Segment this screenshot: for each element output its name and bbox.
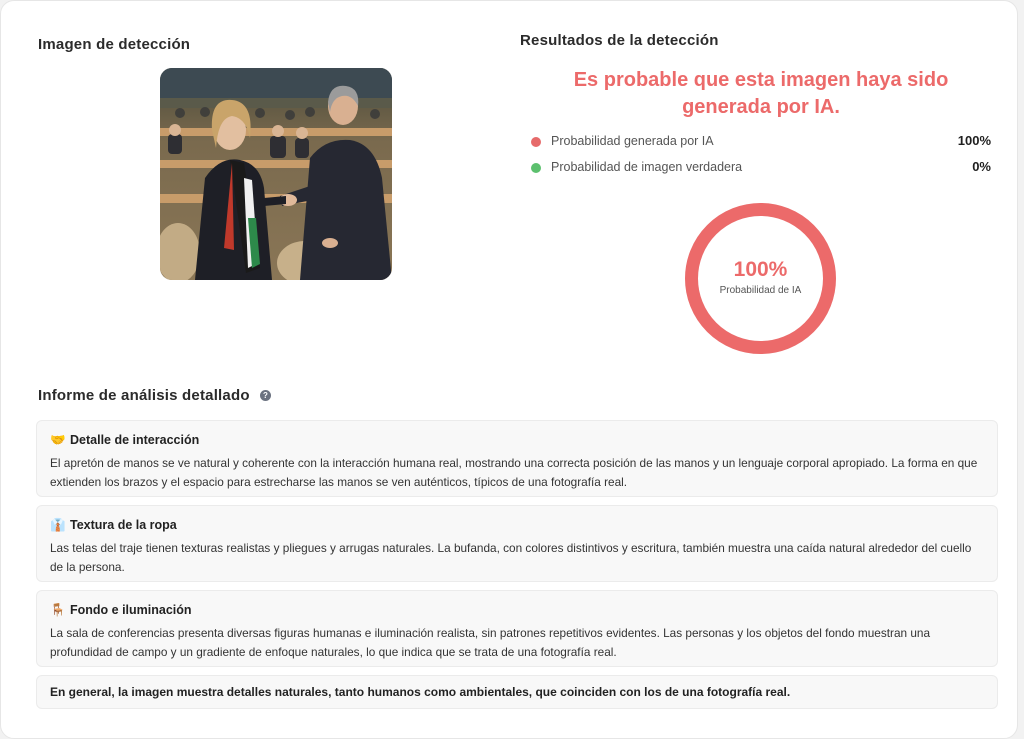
report-summary: En general, la imagen muestra detalles naturales, tanto humanos como ambientales, que coinciden con los de una fotografía real. — [50, 685, 791, 699]
report-title: Informe de análisis detallado — [38, 387, 250, 404]
donut-center-text — [684, 258, 837, 296]
report-item-body: Las telas del traje tienen texturas realistas y pliegues y arrugas naturales. La bufanda, con colores distintivos y escritura, también muestra una caída natural alrededor del cuello de la persona. — [50, 541, 972, 574]
probability-real-label: Probabilidad de imagen verdadera — [551, 160, 743, 174]
red-dot-icon — [531, 137, 541, 147]
donut-caption: Probabilidad de IA — [719, 285, 802, 296]
verdict-line-2: generada por IA. — [682, 96, 840, 118]
report-item-title — [50, 433, 199, 448]
report-summary-box — [36, 675, 998, 709]
report-item-interaction — [36, 420, 998, 497]
report-item-body: La sala de conferencias presenta diversas figuras humanas e iluminación realista, sin patrones repetitivos evidentes. Las personas y los objetos del fondo muestran una profundidad de campo y un gradiente de enfoque naturales, lo que indica que se trata de una fotografía real. — [50, 626, 931, 659]
handshake-icon: 🤝 — [50, 433, 66, 447]
suit-icon: 👔 — [50, 518, 66, 532]
detection-image-title: Imagen de detección — [38, 36, 191, 53]
verdict-message — [541, 67, 981, 121]
probability-real-value: 0% — [972, 159, 991, 174]
detection-results-title: Resultados de la detección — [520, 32, 719, 49]
probability-row-real — [531, 159, 991, 177]
report-item-title — [50, 518, 177, 533]
verdict-line-1: Es probable que esta imagen haya sido — [573, 69, 949, 91]
detection-photo — [160, 68, 392, 280]
green-dot-icon — [531, 163, 541, 173]
report-item-heading: Fondo e iluminación — [70, 603, 192, 617]
report-item-body: El apretón de manos se ve natural y coherente con la interacción humana real, mostrando una correcta posición de las manos y un lenguaje corporal apropiado. La forma en que extienden los brazos y el espacio para estrecharse las manos se ven auténticos, típicos de una fotografía real. — [50, 456, 978, 489]
probability-ai-value: 100% — [957, 133, 991, 148]
chair-icon: 🪑 — [50, 603, 66, 617]
report-item-heading: Textura de la ropa — [70, 518, 177, 532]
detection-photo-illustration — [160, 68, 392, 280]
donut-percent: 100% — [733, 258, 788, 281]
report-item-title — [50, 603, 192, 618]
question-circle-icon[interactable]: ? — [260, 390, 271, 401]
probability-row-ai — [531, 133, 991, 151]
probability-ai-label: Probabilidad generada por IA — [551, 134, 714, 148]
report-item-clothing — [36, 505, 998, 582]
report-item-heading: Detalle de interacción — [70, 433, 200, 447]
report-item-background — [36, 590, 998, 667]
